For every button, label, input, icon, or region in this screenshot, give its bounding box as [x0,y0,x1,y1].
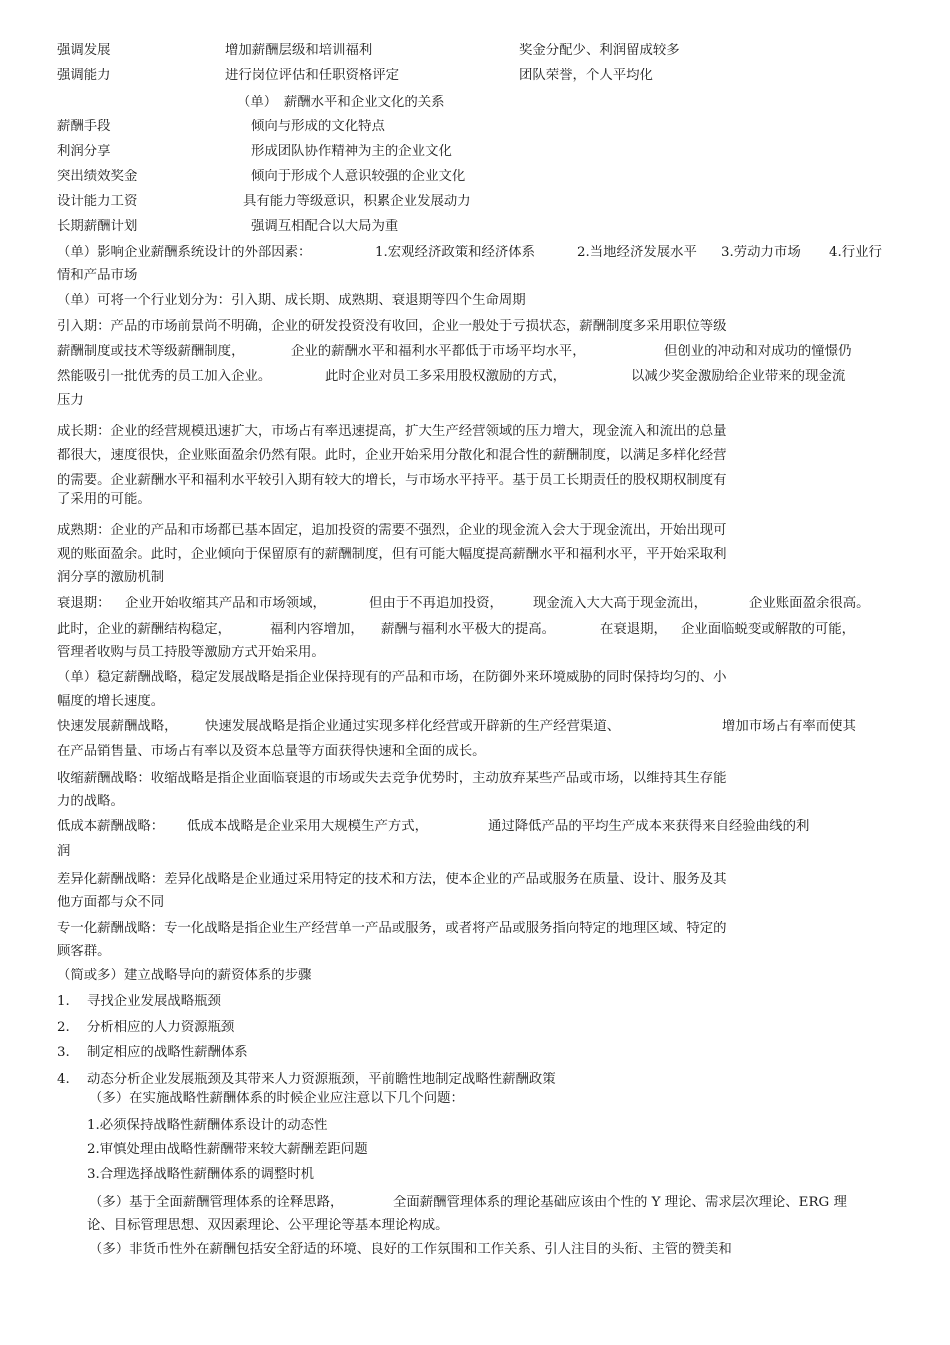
paragraph-line: 情和产品市场 [57,268,138,283]
list-number: 2. [57,1020,70,1035]
paragraph-line: 润 [57,844,71,859]
paragraph-line: 论、目标管理思想、双因素理论、公平理论等基本理论构成。 [87,1218,449,1233]
paragraph-line: 在衰退期， [600,622,667,637]
table-cell: 利润分享 [57,144,111,159]
paragraph-line: 低成本薪酬战略： [57,819,165,834]
paragraph-line: 以减少奖金激励给企业带来的现金流 [631,369,846,384]
table-cell: 具有能力等级意识，积累企业发展动力 [243,194,471,209]
paragraph-line: 薪酬与福利水平极大的提高。 [381,622,556,637]
table-cell: 奖金分配少、利润留成较多 [519,43,680,58]
paragraph-line: （多）非货币性外在薪酬包括安全舒适的环境、良好的工作氛围和工作关系、引人注目的头衔、主管的赞美和 [89,1242,732,1257]
paragraph-line: 现金流入大大高于现金流出， [533,596,708,611]
table-cell: 倾向与形成的文化特点 [251,119,385,134]
paragraph-line: 快速发展薪酬战略， [57,719,178,734]
paragraph-line: 此时，企业的薪酬结构稳定， [57,622,232,637]
section-heading: （多）在实施战略性薪酬体系的时候企业应注意以下几个问题： [89,1091,464,1106]
paragraph-line: 但由于不再追加投资， [369,596,503,611]
list-number: 1. [57,994,70,1009]
paragraph-line: 通过降低产品的平均生产成本来获得来自经验曲线的利 [488,819,810,834]
section-heading: （简或多）建立战略导向的薪资体系的步骤 [57,968,312,983]
paragraph-line: 幅度的增长速度。 [57,694,165,709]
paragraph-line: 快速发展战略是指企业通过实现多样化经营或开辟新的生产经营渠道、 [205,719,621,734]
paragraph-line: 增加市场占有率而使其 [722,719,856,734]
paragraph-line: 企业账面盈余很高。 [749,596,870,611]
list-item: 3.合理选择战略性薪酬体系的调整时机 [87,1167,315,1182]
paragraph-line: 他方面都与众不同 [57,895,165,910]
table-cell: 强调发展 [57,43,111,58]
paragraph-line: 压力 [57,393,84,408]
table-cell: 长期薪酬计划 [57,219,138,234]
paragraph-line: 但创业的冲动和对成功的憧憬仍 [664,344,852,359]
paragraph-line: 4.行业行 [829,245,882,260]
paragraph-line: 3.劳动力市场 [721,245,801,260]
paragraph-line: 2.当地经济发展水平 [577,245,697,260]
paragraph-line: 此时企业对员工多采用股权激励的方式， [325,369,567,384]
paragraph-line: （多）基于全面薪酬管理体系的诠释思路， [89,1195,344,1210]
paragraph-line: 专一化薪酬战略：专一化战略是指企业生产经营单一产品或服务，或者将产品或服务指向特定的地理区域、特定的 [57,921,727,936]
paragraph-line: 企业开始收缩其产品和市场领域， [125,596,326,611]
list-number: 3. [57,1045,70,1060]
table-cell: 强调互相配合以大局为重 [251,219,399,234]
paragraph-line: 了采用的可能。 [57,492,151,507]
paragraph-line: 力的战略。 [57,794,124,809]
paragraph-line: （单）影响企业薪酬系统设计的外部因素： [57,245,312,260]
paragraph-line: 在产品销售量、市场占有率以及资本总量等方面获得快速和全面的成长。 [57,744,486,759]
paragraph-line: 顾客群。 [57,944,111,959]
paragraph-line: 都很大，速度很快，企业账面盈余仍然有限。此时，企业开始采用分散化和混合性的薪酬制度，以满足多样化经营 [57,448,727,463]
paragraph-line: 的需要。企业薪酬水平和福利水平较引入期有较大的增长，与市场水平持平。基于员工长期责任的股权期权制度有 [57,473,727,488]
paragraph-line: （单）稳定薪酬战略，稳定发展战略是指企业保持现有的产品和市场，在防御外来环境威胁的同时保持均匀的、小 [57,670,727,685]
list-item: 1.必须保持战略性薪酬体系设计的动态性 [87,1118,328,1133]
table-cell: 强调能力 [57,68,111,83]
table-cell: 进行岗位评估和任职资格评定 [225,68,400,83]
table-cell: 设计能力工资 [57,194,138,209]
paragraph-line: 然能吸引一批优秀的员工加入企业。 [57,369,272,384]
list-item: 动态分析企业发展瓶颈及其带来人力资源瓶颈，平前瞻性地制定战略性薪酬政策 [87,1072,556,1087]
list-item: 寻找企业发展战略瓶颈 [87,994,221,1009]
table-cell: 团队荣誉，个人平均化 [519,68,653,83]
paragraph-line: 福利内容增加， [270,622,364,637]
paragraph-line: 1.宏观经济政策和经济体系 [375,245,536,260]
table-cell: 增加薪酬层级和培训福利 [225,43,373,58]
table-cell: 突出绩效奖金 [57,169,138,184]
table-cell: 薪酬手段 [57,119,111,134]
paragraph-line: 低成本战略是企业采用大规模生产方式， [187,819,429,834]
table-cell: 倾向于形成个人意识较强的企业文化 [251,169,466,184]
list-item: 分析相应的人力资源瓶颈 [87,1020,235,1035]
paragraph-line: （单）可将一个行业划分为：引入期、成长期、成熟期、衰退期等四个生命周期 [57,293,526,308]
paragraph-line: 润分享的激励机制 [57,570,165,585]
paragraph-line: 成长期：企业的经营规模迅速扩大，市场占有率迅速提高，扩大生产经营领域的压力增大，现金流入和流出的总量 [57,424,727,439]
paragraph-line: 衰退期： [57,596,111,611]
paragraph-line: 引入期：产品的市场前景尚不明确，企业的研发投资没有收回，企业一般处于亏损状态，薪酬制度多采用职位等级 [57,319,727,334]
list-item: 2.审慎处理由战略性薪酬带来较大薪酬差距问题 [87,1142,368,1157]
paragraph-line: 全面薪酬管理体系的理论基础应该由个性的 Y 理论、需求层次理论、ERG 理 [393,1195,847,1210]
paragraph-line: 企业的薪酬水平和福利水平都低于市场平均水平， [291,344,586,359]
paragraph-line: 观的账面盈余。此时，企业倾向于保留原有的薪酬制度，但有可能大幅度提高薪酬水平和福利水平，平开始采取利 [57,547,727,562]
paragraph-line: 薪酬制度或技术等级薪酬制度， [57,344,245,359]
table-cell: 形成团队协作精神为主的企业文化 [251,144,452,159]
paragraph-line: 差异化薪酬战略：差异化战略是企业通过采用特定的技术和方法，使本企业的产品或服务在质量、设计、服务及其 [57,872,727,887]
paragraph-line: 成熟期：企业的产品和市场都已基本固定，追加投资的需要不强烈，企业的现金流入会大于现金流出，开始出现可 [57,523,727,538]
paragraph-line: 收缩薪酬战略：收缩战略是指企业面临衰退的市场或失去竞争优势时，主动放弃某些产品或市场，以维持其生存能 [57,771,727,786]
section-heading: （单） 薪酬水平和企业文化的关系 [237,95,445,110]
paragraph-line: 管理者收购与员工持股等激励方式开始采用。 [57,645,325,660]
list-number: 4. [57,1072,70,1087]
list-item: 制定相应的战略性薪酬体系 [87,1045,248,1060]
paragraph-line: 企业面临蜕变或解散的可能， [681,622,856,637]
